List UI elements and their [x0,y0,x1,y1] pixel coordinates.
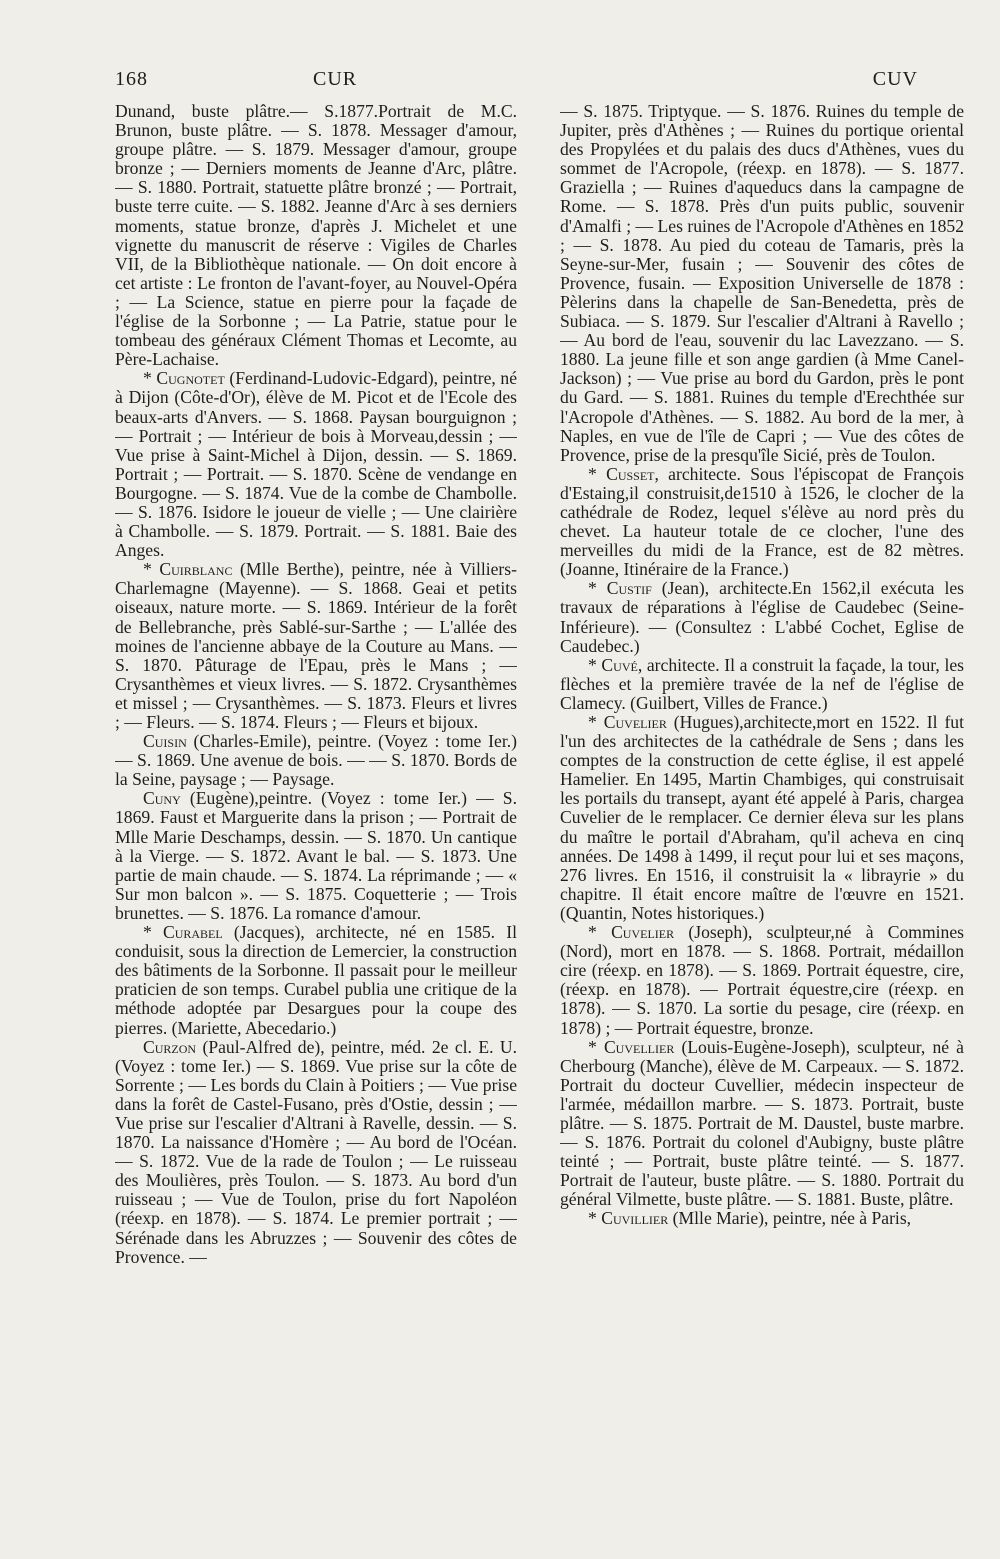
artist-name: Cuvillier [601,1208,669,1229]
right-running-head: CUV [872,68,918,90]
artist-name: Cuvé [601,654,638,675]
entry-paragraph: * Cuvellier (Louis-Eugène-Joseph), sculpteur, né à Cherbourg (Manche), élève de M. Carpeaux. — S. 1872. Portrait du docteur Cuvellier, médecin inspecteur de l'armée, médaillon marbre. — S. 1873. Portrait, buste plâtre. — S. 1875. Portrait de M. Daustel, buste marbre. — S. 1876. Portrait du colonel d'Aubigny, buste plâtre teinté ; — Portrait, buste plâtre teinté. — S. 1877. Portrait de l'auteur, buste plâtre. — S. 1880. Portrait du général Vilmette, buste plâtre. — S. 1881. Buste, plâtre. [560,1036,964,1210]
entry-paragraph: * Cusset, architecte. Sous l'épiscopat de François d'Estaing,il construisit,de1510 à 1526, le clocher de la cathédrale de Rodez, lequel s'élève au nord près du chevet. La hauteur totale de ce clocher, l'une des merveilles du midi de la France, est de 82 mètres. (Joanne, Itinéraire de la France.) [560,463,964,580]
artist-name: Custif [606,578,652,599]
entry-paragraph: Cuny (Eugène),peintre. (Voyez : tome Ier.) — S. 1869. Faust et Marguerite dans la prison ; — Portrait de Mlle Marie Deschamps, dessin. — S. 1870. Un cantique à la Vierge. — S. 1872. Avant le bal. — S. 1873. Une partie de main chaude. — S. 1874. La réprimande ; — « Sur mon balcon ». — S. 1875. Coquetterie ; — Trois brunettes. — S. 1876. La romance d'amour. [115,788,517,923]
artist-name: Curabel [162,922,223,943]
artist-name: Cusset [606,463,655,484]
entry-paragraph: * Curabel (Jacques), architecte, né en 1585. Il conduisit, sous la direction de Lemercier, la construction des bâtiments de la Sorbonne. Il passait pour le meilleur praticien de son temps. Curabel publia une critique de la méthode adoptée par Desargues pour la coupe des pierres. (Mariette, Abecedario.) [115,922,517,1038]
entry-paragraph: * Cugnotet (Ferdinand-Ludovic-Edgard), peintre, né à Dijon (Côte-d'Or), élève de M. Picot et de l'Ecole des beaux-arts d'Anvers. — S. 1868. Paysan bourguignon ;— Portrait ; — Intérieur de bois à Morveau,dessin ; — Vue prise à Saint-Michel à Dijon, dessin. — S. 1869. Portrait ; — Portrait. — S. 1870. Scène de vendange en Bourgogne. — S. 1874. Vue de la combe de Chambolle. — S. 1876. Isidore le joueur de vielle ; — Une clairière à Chambolle. — S. 1879. Portrait. — S. 1881. Baie des Anges. [115,368,517,561]
artist-name: Cuvelier [611,922,675,943]
entry-paragraph: Curzon (Paul-Alfred de), peintre, méd. 2e cl. E. U. (Voyez : tome Ier.) — S. 1869. Vue prise sur la côte de Sorrente ; — Les bords du Clain à Poitiers ; — Vue prise dans la forêt de Castel-Fusano, près d'Ostie, dessin ; — Vue prise sur l'escalier d'Altrani à Ravelle, dessin. — S. 1870. La naissance d'Homère ; — Au bord de l'Océan. — S. 1872. Vue de la rade de Toulon ; — Le ruisseau des Moulières, près Toulon. — S. 1873. Au bord d'un ruisseau ; — Vue de Toulon, prise du fort Napoléon (réexp. en 1878). — S. 1874. Le premier portrait ; — Sérénade dans les Abruzzes ; — Souvenir des côtes de Provence. — [115,1036,517,1267]
artist-name: Cuisin [143,731,187,752]
page-number: 168 [115,68,148,90]
entry-paragraph: * Cuvé, architecte. Il a construit la façade, la tour, les flèches et la première travée de la nef de l'église de Clamecy. (Guilbert, Villes de France.) [560,654,964,713]
entry-paragraph: * Cuvelier (Joseph), sculpteur,né à Commines (Nord), mort en 1878. — S. 1868. Portrait, médaillon cire (réexp. en 1878). — S. 1869. Portrait équestre, cire, (réexp. en 1878). — Portrait équestre,cire (réexp. en 1878). — S. 1870. La sortie du pesage, cire (réexp. en 1878) ; — Portrait équestre, bronze. [560,922,964,1038]
entry-paragraph: Dunand, buste plâtre.— S.1877.Portrait de M.C. Brunon, buste plâtre. — S. 1878. Messager d'amour, groupe plâtre. — S. 1879. Messager d'amour, groupe bronze ; — Derniers moments de Jeanne d'Arc, plâtre. — S. 1880. Portrait, statuette plâtre bronzé ; — Portrait, buste terre cuite. — S. 1882. Jeanne d'Arc à ses derniers moments, statue bronze, d'après J. Michelet et une vignette du manuscrit de réserve : Vigiles de Charles VII, de la Bibliothèque nationale. — On doit encore à cet artiste : Le fronton de l'avant-foyer, au Nouvel-Opéra ; — La Science, statue en pierre pour la façade de l'église de la Sorbonne ; — La Patrie, statue pour le tombeau des généraux Clément Thomas et Lecomte, au Père-Lachaise. [115,102,517,370]
left-running-head: CUR [313,68,358,90]
artist-name: Curzon [143,1036,197,1057]
entry-paragraph: — S. 1875. Triptyque. — S. 1876. Ruines du temple de Jupiter, près d'Athènes ; — Ruines du portique oriental des Propylées et du palais des ducs d'Athènes, vues du sommet de l'Acropole, (réexp. en 1878). — S. 1877. Graziella ; — Ruines d'aqueducs dans la campagne de Rome. — S. 1878. Près d'un puits public, souvenir d'Amalfi ; — Les ruines de l'Acropole d'Athènes en 1852 ; — S. 1878. Au pied du coteau de Tamaris, près la Seyne-sur-Mer, fusain ; — Souvenir des côtes de Provence, fusain. — Exposition Universelle de 1878 : Pèlerins dans la chapelle de San-Benedetta, près de Subiaca. — S. 1879. Sur l'escalier d'Altrani à Ravello ; — Au bord de l'eau, souvenir du lac Lavezzano. — S. 1880. La jeune fille et son ange gardien (à Mme Canel-Jackson) ; — Vue prise au bord du Gardon, près le pont du Gard. — S. 1881. Ruines du temple d'Erechthée sur l'Acropole d'Athènes. — S. 1882. Au bord de la mer, à Naples, en vue de l'île de Capri ; — Vue des côtes de Provence, prise de la presqu'île Sicié, près de Toulon. [560,102,964,465]
entry-paragraph: * Custif (Jean), architecte.En 1562,il exécuta les travaux de réparations à l'église de Caudebec (Seine-Inférieure). — (Consultez : L'abbé Cochet, Eglise de Caudebec.) [560,578,964,656]
entry-paragraph: * Cuirblanc (Mlle Berthe), peintre, née à Villiers-Charlemagne (Mayenne). — S. 1868. Geai et petits oiseaux, nature morte. — S. 1869. Intérieur de la forêt de Bellebranche, près Sablé-sur-Sarthe ; — L'allée des moines de l'ancienne abbaye de la Couture au Mans. — S. 1870. Pâturage de l'Epau, près le Mans ; — Crysanthèmes et vieux livres. — S. 1872. Crysanthèmes et missel ; — Crysanthèmes. — S. 1873. Fleurs et livres ; — Fleurs. — S. 1874. Fleurs ; — Fleurs et bijoux. [115,559,517,732]
artist-name: Cugnotet [156,368,225,389]
running-header [115,68,970,98]
right-column [560,102,964,1229]
entry-paragraph: * Cuvelier (Hugues),architecte,mort en 1522. Il fut l'un des architectes de la cathédrale de Sens ; dans les comptes de la construction de cette église, il est appelé Hamelier. En 1495, Martin Chambiges, qui construisait les portails du transept, ayant été appelé à Paris, chargea Cuvelier de le remplacer. Ce dernier éleva sur les plans du maître le portail d'Abraham, qu'il acheva en cinq années. De 1498 à 1499, il reçut pour lui et ses maçons, 276 livres. En 1516, il construisit la « librayrie » du chapitre. Il était encore maître de l'œuvre en 1521. (Quantin, Notes historiques.) [560,712,964,923]
entry-paragraph: Cuisin (Charles-Emile), peintre. (Voyez : tome Ier.) — S. 1869. Une avenue de bois. — — S. 1870. Bords de la Seine, paysage ; — Paysage. [115,731,517,790]
entry-paragraph: * Cuvillier (Mlle Marie), peintre, née à Paris, [588,1208,912,1229]
left-column [115,102,517,1267]
artist-name: Cuvellier [603,1036,675,1057]
artist-name: Cuvelier [603,712,667,732]
artist-name: Cuirblanc [159,559,233,580]
artist-name: Cuny [143,788,181,809]
